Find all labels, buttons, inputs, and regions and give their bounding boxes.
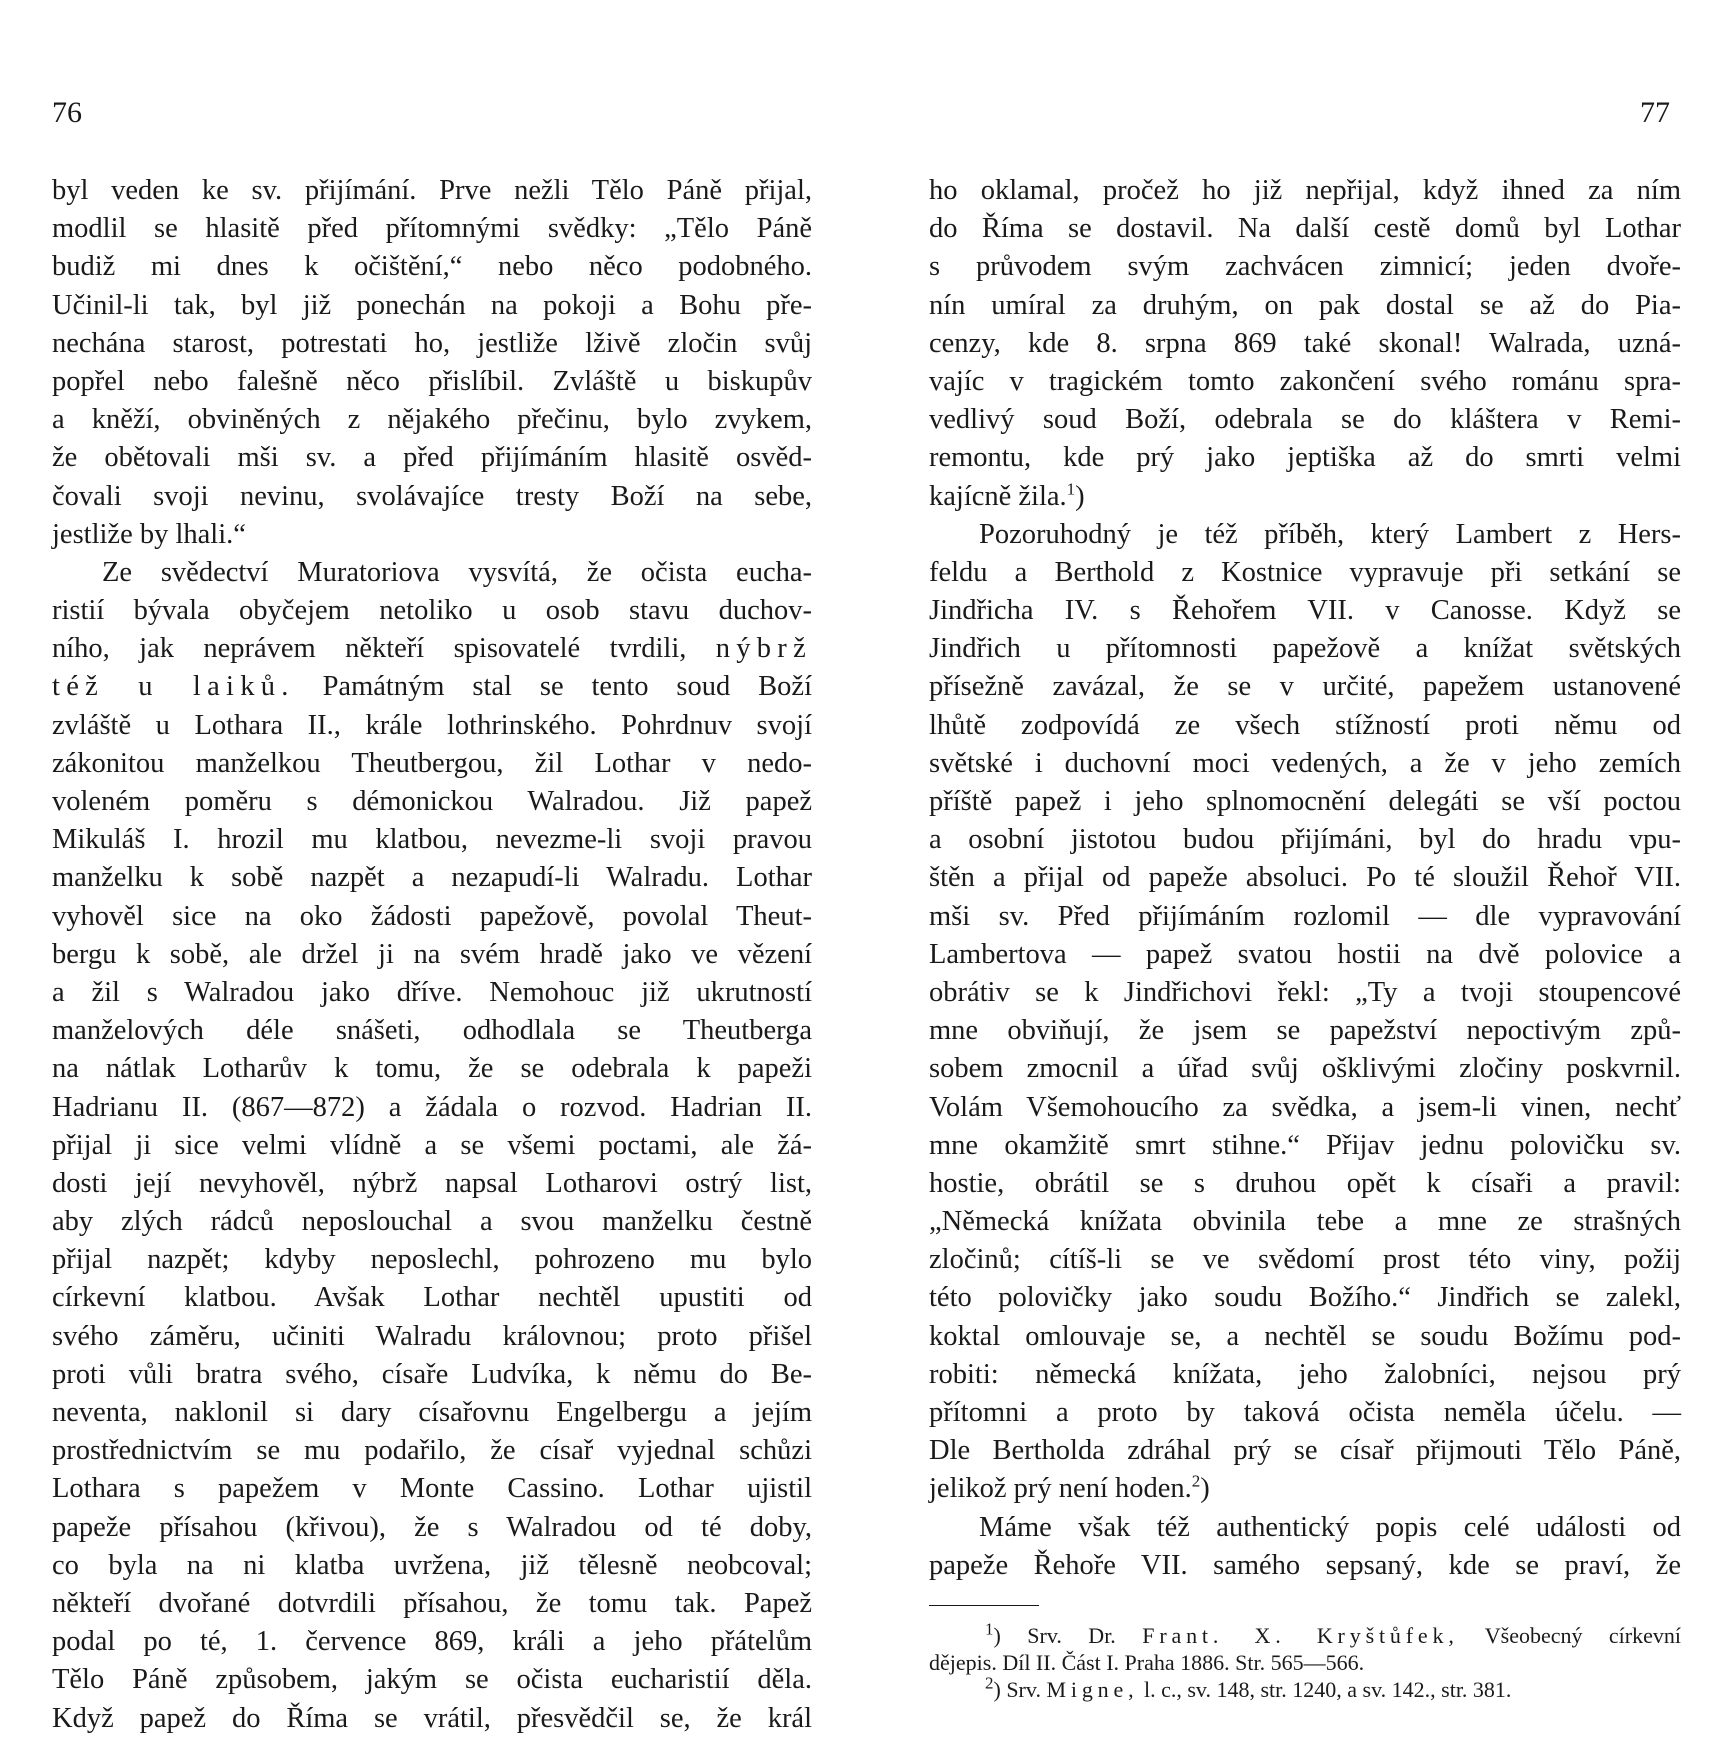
text-line: někteří dvořané dotvrdili přísahou, že tomu tak. Papež <box>52 1587 812 1619</box>
text-line: voleném poměru s démonickou Walradou. Již papež <box>52 786 812 817</box>
text-span: ) Srv. <box>993 1676 1041 1702</box>
text-line <box>52 630 812 668</box>
text-line: cenzy, kde 8. srpna 869 také skonal! Walrada, uzná- <box>929 327 1681 359</box>
footnote-divider <box>929 1605 1039 1606</box>
text-line: modlil se hlasitě před přítomnými svědky: „Tělo Páně <box>52 213 812 245</box>
text-line: papeže Řehoře VII. samého sepsaný, kde se praví, že <box>929 1549 1681 1581</box>
spaced-emphasis: též u laiků. <box>52 671 295 703</box>
text-line: mne obviňují, že jsem se papežství nepoctivým způ- <box>929 1015 1681 1047</box>
text-line: mši sv. Před přijímáním rozlomil — dle vypravování <box>929 900 1681 932</box>
text-line: této polovičky jako soudu Božího.“ Jindřich se zalekl, <box>929 1282 1681 1314</box>
text-line: neventa, naklonil si dary císařovnu Engelbergu a jejím <box>52 1397 812 1428</box>
text-line: manželových déle snášeti, odhodlala se Theutberga <box>52 1015 812 1047</box>
text-line: obrátiv se k Jindřichovi řekl: „Ty a tvoji stoupencové <box>929 976 1681 1008</box>
text-line: Když papež do Říma se vrátil, přesvědčil se, že král <box>52 1702 812 1734</box>
text-line: Lothara s papežem v Monte Cassino. Lothar ujistil <box>52 1473 812 1505</box>
text-line: svého záměru, učiniti Walradu královnou; proto přišel <box>52 1320 812 1352</box>
spaced-emphasis: nýbrž <box>715 633 812 665</box>
text-line: štěn a přijal od papeže absoluci. Po té sloužil Řehoř VII. <box>929 862 1681 894</box>
spaced-emphasis: Migne, <box>1046 1676 1139 1702</box>
left-page <box>0 0 861 1734</box>
text-line: a osobní jistotou budou přijímáni, byl do hradu vpu- <box>929 824 1681 856</box>
text-line: bergu k sobě, ale držel ji na svém hradě jako ve vězení <box>52 938 812 970</box>
footnote-1-continued: dějepis. Díl II. Část I. Praha 1886. Str. 565—566. <box>929 1649 1365 1675</box>
text-line: Volám Všemohoucího za svědka, a jsem-li vinen, nechť <box>929 1091 1681 1123</box>
text-line: proti vůli bratra svého, císaře Ludvíka, k němu do Be- <box>52 1358 812 1390</box>
page-number-left: 76 <box>52 96 82 129</box>
text-line: do Říma se dostavil. Na další cestě domů byl Lothar <box>929 213 1681 245</box>
text-line: Jindřich u přítomnosti papežově a knížat světských <box>929 633 1681 665</box>
text-span: Památným stal se tento soud Boží <box>322 671 812 703</box>
text-span: kajícně žila. <box>929 480 1067 512</box>
right-page <box>861 0 1722 1702</box>
text-line: světské i duchovní moci vedených, a že v jeho zemích <box>929 747 1681 779</box>
text-line: feldu a Berthold z Kostnice vypravuje při setkání se <box>929 556 1681 588</box>
text-line: aby zlých rádců neposlouchal a svou manželku čestně <box>52 1206 812 1238</box>
text-line: zvláště u Lothara II., krále lothrinského. Pohrdnuv svojí <box>52 709 812 741</box>
text-line: na nátlak Lotharův k tomu, že se odebrala k papeži <box>52 1053 812 1085</box>
text-line: že obětovali mši sv. a před přijímáním hlasitě osvěd- <box>52 442 812 474</box>
text-span: Všeobecný církevní <box>1484 1622 1681 1648</box>
text-line: koktal omlouvaje se, a nechtěl se soudu Božímu pod- <box>929 1320 1681 1352</box>
text-line: podal po té, 1. července 869, králi a jeho přátelům <box>52 1626 812 1658</box>
text-line: přijal nazpět; kdyby neposlechl, pohrozeno mu bylo <box>52 1244 812 1276</box>
footnote-ref: 2 <box>1191 1471 1201 1491</box>
text-line: prostřednictvím se mu podařilo, že císař vyjednal schůzi <box>52 1435 812 1467</box>
page-number-right: 77 <box>1640 96 1670 129</box>
text-span: ) <box>1200 1473 1210 1505</box>
text-line: remontu, kde prý jako jeptiška až do smrti velmi <box>929 442 1681 474</box>
footnote-1 <box>929 1619 1681 1649</box>
text-line: Pozoruhodný je též příběh, který Lambert z Hers- <box>979 518 1681 550</box>
text-line: Dle Bertholda zdráhal prý se císař přijmouti Tělo Páně, <box>929 1435 1681 1467</box>
text-line: manželku k sobě nazpět a nezapudí-li Walradu. Lothar <box>52 862 812 894</box>
spaced-emphasis: Frant. X. Kryštůfek, <box>1142 1622 1459 1648</box>
text-line: byl veden ke sv. přijímání. Prve nežli Tělo Páně přijal, <box>52 175 812 206</box>
footnote-ref: 1 <box>1066 479 1076 498</box>
text-line: Hadrianu II. (867—872) a žádala o rozvod. Hadrian II. <box>52 1091 812 1123</box>
text-line: popřel nebo falešně něco přislíbil. Zvláště u biskupův <box>52 365 812 397</box>
text-line: Tělo Páně způsobem, jakým se očista eucharistií děla. <box>52 1664 812 1696</box>
text-line: nechána starost, potrestati ho, jestliže lživě zločin svůj <box>52 327 812 359</box>
text-line: zločinů; cítíš-li se ve svědomí prost této viny, požij <box>929 1244 1681 1276</box>
text-line: a kněží, obviněných z nějakého přečinu, bylo zvykem, <box>52 404 812 436</box>
text-line: „Německá knížata obvinila tebe a mne ze strašných <box>929 1206 1681 1238</box>
text-line: přítomni a proto by taková očista neměla účelu. — <box>929 1397 1681 1428</box>
text-line: Ze svědectví Muratoriova vysvítá, že očista eucha- <box>102 556 812 588</box>
text-line: ristií bývala obyčejem netoliko u osob stavu duchov- <box>52 595 812 627</box>
text-line: papeže přísahou (křivou), že s Walradou od té doby, <box>52 1511 812 1543</box>
text-line: dosti její nevyhověl, nýbrž napsal Lotharovi ostrý list, <box>52 1167 812 1199</box>
right-text-column <box>929 172 1681 1703</box>
text-line: čovali svoji nevinu, svolávajíce tresty Boží na sebe, <box>52 480 812 512</box>
text-line: sobem zmocnil a úřad svůj ošklivými zločiny poskvrnil. <box>929 1053 1681 1085</box>
text-line: přísežně zavázal, že se v určité, papežem ustanovené <box>929 671 1681 703</box>
text-line: mne okamžitě smrt stihne.“ Přijav jednu polovičku sv. <box>929 1129 1681 1161</box>
left-text-column <box>52 172 812 1738</box>
text-line: Lambertova — papež svatou hostii na dvě polovice a <box>929 938 1681 970</box>
footnote-mark: 2 <box>985 1673 994 1693</box>
text-line: Učinil-li tak, byl již ponechán na pokoji a Bohu pře- <box>52 289 812 321</box>
text-line: Máme však též authentický popis celé události od <box>979 1511 1681 1543</box>
text-line: vajíc v tragickém tomto zakončení svého románu spra- <box>929 365 1681 397</box>
text-span: ) <box>1075 480 1085 512</box>
text-line: lhůtě zodpovídá ze všech stížností proti němu od <box>929 709 1681 741</box>
text-line <box>929 478 1681 516</box>
text-line: a žil s Walradou jako dříve. Nemohouc již ukrutností <box>52 976 812 1008</box>
text-line: co byla na ni klatba uvržena, již tělesně neobcoval; <box>52 1549 812 1581</box>
text-line: Mikuláš I. hrozil mu klatbou, nevezme-li svoji pravou <box>52 824 812 856</box>
text-line: hostie, obrátil se s druhou opět k císaři a pravil: <box>929 1167 1681 1199</box>
text-line <box>52 668 812 706</box>
text-line: robiti: německá knížata, jeho žalobníci, nejsou prý <box>929 1358 1681 1390</box>
text-line: zákonitou manželkou Theutbergou, žil Lothar v nedo- <box>52 747 812 779</box>
text-line: budiž mi dnes k očištění,“ nebo něco podobného. <box>52 251 812 283</box>
text-line: Jindřicha IV. s Řehořem VII. v Canosse. Když se <box>929 595 1681 627</box>
text-span: ) Srv. Dr. <box>993 1622 1116 1648</box>
text-line: ho oklamal, pročež ho již nepřijal, když ihned za ním <box>929 175 1681 206</box>
text-line: církevní klatbou. Avšak Lothar nechtěl upustiti od <box>52 1282 812 1314</box>
text-line <box>929 1470 1681 1508</box>
text-span: l. c., sv. 148, str. 1240, a sv. 142., str. 381. <box>1143 1676 1512 1702</box>
text-span: jelikož prý není hoden. <box>929 1473 1192 1505</box>
footnote-2 <box>929 1673 1681 1703</box>
text-span: ního, jak neprávem někteří spisovatelé tvrdili, <box>52 633 687 665</box>
text-line: nín umíral za druhým, on pak dostal se až do Pia- <box>929 289 1681 321</box>
text-line: s průvodem svým zachvácen zimnicí; jeden dvoře- <box>929 251 1681 283</box>
footnote-mark: 1 <box>985 1619 994 1639</box>
text-line: vyhověl sice na oko žádosti papežově, povolal Theut- <box>52 900 812 932</box>
text-line: vedlivý soud Boží, odebrala se do kláštera v Remi- <box>929 404 1681 436</box>
text-line: přijal ji sice velmi vlídně a se všemi poctami, ale žá- <box>52 1129 812 1161</box>
text-line: jestliže by lhali.“ <box>52 518 246 550</box>
text-line: příště papež i jeho splnomocnění delegáti se vší poctou <box>929 786 1681 817</box>
